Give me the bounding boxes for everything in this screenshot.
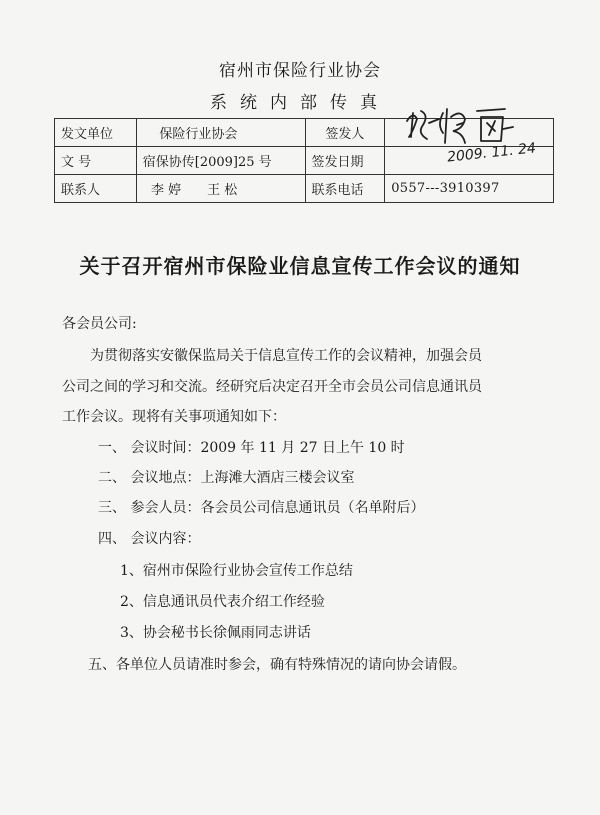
- contact-value: 李 婷 王 松: [136, 175, 305, 203]
- handwritten-sign-date: 2009. 11. 24: [446, 140, 537, 166]
- paragraph-line: 公司之间的学习和交流。经研究后决定召开全市会员公司信息通讯员: [62, 379, 482, 395]
- sign-date-label: 签发日期: [305, 147, 385, 175]
- list-item-meeting-time: 一、 会议时间：2009 年 11 月 27 日上午 10 时: [98, 440, 405, 456]
- list-item-attendees: 三、 参会人员：各会员公司信息通讯员（名单附后）: [98, 500, 425, 516]
- sender-unit-value: 保险行业协会: [136, 119, 305, 147]
- list-item-attendance-note: 五、各单位人员请准时参会，确有特殊情况的请向协会请假。: [88, 657, 466, 673]
- paragraph-line: 为贯彻落实安徽保监局关于信息宣传工作的会议精神，加强会员: [90, 348, 482, 364]
- agenda-sub-item: 1、宿州市保险行业协会宣传工作总结: [120, 563, 353, 579]
- org-title: 宿州市保险行业协会: [219, 61, 381, 81]
- sender-unit-label: 发文单位: [55, 119, 137, 147]
- table-row: [55, 175, 554, 203]
- paragraph-line: 工作会议。现将有关事项通知如下：: [62, 409, 286, 425]
- phone-label: 联系电话: [305, 175, 385, 203]
- phone-value: 0557---3910397: [385, 175, 554, 203]
- list-item-meeting-place: 二、 会议地点：上海滩大酒店三楼会议室: [98, 470, 355, 486]
- agenda-sub-item: 3、协会秘书长徐佩雨同志讲话: [120, 625, 311, 641]
- fax-title: 系统内部传真: [210, 93, 390, 113]
- table-row: [55, 119, 554, 147]
- doc-no-label: 文 号: [55, 147, 137, 175]
- signer-label: 签发人: [305, 119, 385, 147]
- table-row: [55, 147, 554, 175]
- fax-meta-table: [54, 118, 554, 203]
- contact-label: 联系人: [55, 175, 137, 203]
- list-item-agenda: 四、 会议内容：: [98, 531, 201, 547]
- agenda-sub-item: 2、信息通讯员代表介绍工作经验: [120, 594, 325, 610]
- sign-date-cell: [385, 140, 554, 175]
- salutation: 各会员公司:: [62, 316, 137, 332]
- doc-no-value: 宿保协传[2009]25 号: [136, 147, 305, 175]
- notice-title: 关于召开宿州市保险业信息宣传工作会议的通知: [79, 254, 521, 278]
